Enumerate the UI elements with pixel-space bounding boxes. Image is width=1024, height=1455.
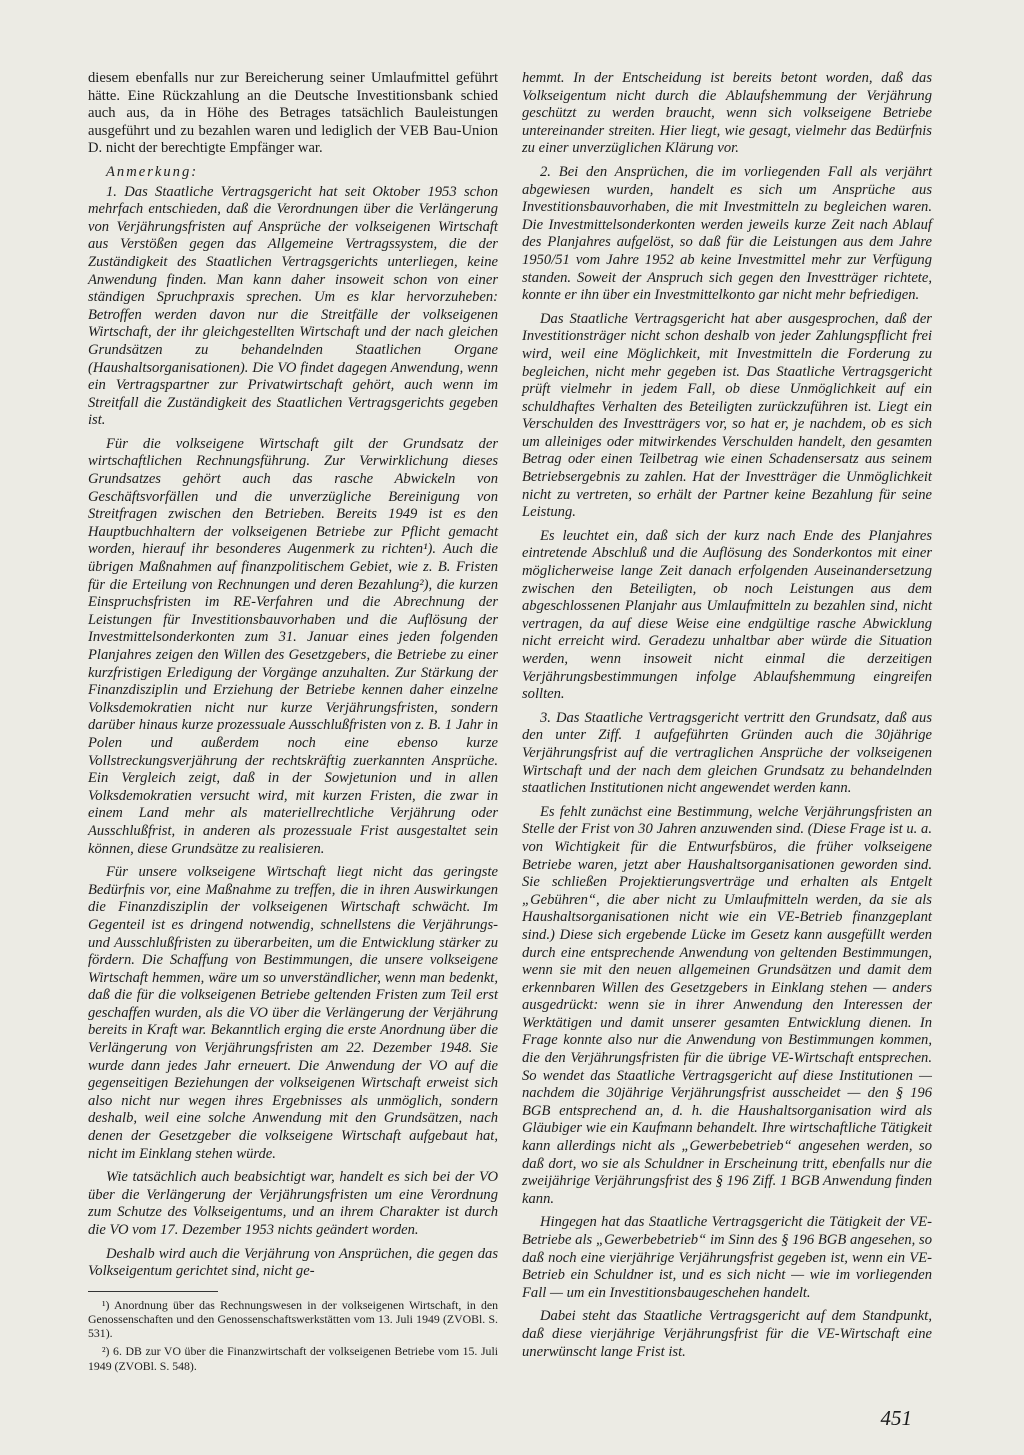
left-column [88,70,498,1377]
footnote: ²) 6. DB zur VO über die Finanzwirtschaft der volkseigenen Betriebe vom 15. Juli 1949 (ZVOBl. S. 548). [88,1344,498,1373]
paragraph: Wie tatsächlich auch beabsichtigt war, handelt es sich bei der VO über die Verlängerung der Verjährungsfristen um eine Verordnung zum Schutze des Volkseigentums, und an ihrem Charakter ist durch die VO vom 17. Dezember 1953 nichts geändert worden. [88,1169,498,1238]
paragraph: Dabei steht das Staatliche Vertragsgericht auf dem Standpunkt, daß diese vierjährige Verjährungsfrist für die VE-Wirtschaft eine unerwünscht lange Frist ist. [522,1308,932,1360]
footnote: ¹) Anordnung über das Rechnungswesen in der volkseigenen Wirtschaft, in den Genossenschaften und den Genossenschaftswerkstätten vom 13. Juli 1949 (ZVOBl. S. 531). [88,1297,498,1341]
paragraph: Es leuchtet ein, daß sich der kurz nach Ende des Planjahres eintretende Abschluß und die Auflösung des Sonderkontos mit einer möglicherweise lange Zeit danach erfolgenden Auseinandersetzung zwischen den Beteiligten, ob noch Leistungen aus dem abgeschlossenen Planjahr aus Umlaufmitteln zu bezahlen sind, nicht vertragen, da auf diese Weise eine endgültige rasche Abwicklung nicht erreicht wird. Geradezu unhaltbar aber würde die Situation werden, wenn insoweit nicht einmal die derzeitigen Verjährungsbestimmungen infolge Ablaufshemmung eingreifen sollten. [522,527,932,703]
paragraph: 3. Das Staatliche Vertragsgericht vertritt den Grundsatz, daß aus den unter Ziff. 1 aufgeführten Gründen auch die 30jährige Verjährungsfrist auf die vertraglichen Ansprüche der volkseigenen Wirtschaft und der nach dem gleichen Grundsatz zu behandelnden staatlichen Institutionen nicht angewendet werden kann. [522,709,932,797]
page-number: 451 [880,1406,912,1430]
paragraph: Für die volkseigene Wirtschaft gilt der Grundsatz der wirtschaftlichen Rechnungsführung. Zur Verwirklichung dieses Grundsatzes gehört auch das rasche Abwickeln von Geschäftsvorfällen und die unverzügliche Bereinigung von Streitfragen zwischen den Betrieben. Bereits 1949 ist es den Hauptbuchhaltern der volkseigenen Betriebe zur Pflicht gemacht worden, hierauf ihr besonderes Augenmerk zu richten¹). Auch die übrigen Maßnahmen auf finanzpolitischem Gebiet, wie z. B. Fristen für die Erteilung von Rechnungen und deren Bezahlung²), die kurzen Einspruchsfristen im RE-Verfahren und die Abrechnung der Leistungen für Investitionsbauvorhaben und die Auflösung der Investmittelsonderkonten zum 31. Januar eines jeden folgenden Planjahres zeigen den Willen des Gesetzgebers, die Betriebe zu einer kurzfristigen Erledigung der Vorgänge anzuhalten. Zur Stärkung der Finanzdisziplin und Erziehung der Betriebe kennen daher einzelne Volksdemokratien nicht nur kurze Verjährungsfristen, sondern darüber hinaus kurze prozessuale Ausschlußfristen von z. B. 1 Jahr in Polen und außerdem noch eine ebenso kurze Vollstreckungsverjährung der rechtskräftig zuerkannten Ansprüche. Ein Vergleich zeigt, daß in der Sowjetunion und in allen Volksdemokratien versucht wird, mit kurzen Fristen, die zwar in einem Land mehr als materiellrechtliche Verjährung oder Ausschlußfrist, in anderen als prozessuale Frist ausgestaltet sein können, diese Grundsätze zu realisieren. [88,435,498,857]
paragraph: diesem ebenfalls nur zur Bereicherung seiner Umlaufmittel geführt hätte. Eine Rückzahlung an die Deutsche Investitionsbank schied auch aus, da in Höhe des Betrages tatsächlich Bauleistungen ausgeführt und zu bezahlen waren und lediglich der VEB Bau-Union D. nicht der berechtigte Empfänger war. [88,70,498,157]
footnote-divider [88,1291,218,1292]
paragraph: Deshalb wird auch die Verjährung von Ansprüchen, die gegen das Volkseigentum gerichtet sind, nicht ge- [88,1245,498,1280]
paragraph: 1. Das Staatliche Vertragsgericht hat seit Oktober 1953 schon mehrfach entschieden, daß die Verordnungen über die Verlängerung von Verjährungsfristen auf Ansprüche der volkseigenen Wirtschaft aus Verstößen gegen das Allgemeine Vertragssystem, die der Zuständigkeit des Staatlichen Vertragsgerichts unterliegen, keine Anwendung finden. Man kann daher insoweit schon von einer ständigen Spruchpraxis sprechen. Um es klar hervorzuheben: Betroffen werden davon nur die Streitfälle der volkseigenen Wirtschaft, der ihr gleichgestellten Wirtschaft und der nach gleichen Grundsätzen zu behandelnden Staatlichen Organe (Haushaltsorganisationen). Die VO findet dagegen Anwendung, wenn ein Vertragspartner zur Privatwirtschaft gehört, auch wenn im Streitfall die Zuständigkeit des Staatlichen Vertragsgerichts gegeben ist. [88,183,498,429]
paragraph: Hingegen hat das Staatliche Vertragsgericht die Tätigkeit der VE-Betriebe als „Gewerbebetrieb“ im Sinn des § 196 BGB angesehen, so daß noch eine vierjährige Verjährungsfrist gegeben ist, wenn ein VE-Betrieb ein Schuldner ist, und es sich nicht — wie im vorliegenden Fall — um ein Investitionsbaugeschehen handelt. [522,1214,932,1301]
paragraph: hemmt. In der Entscheidung ist bereits betont worden, daß das Volkseigentum nicht durch die Ablaufshemmung der Verjährung geschützt zu werden braucht, wenn sich volkseigene Betriebe untereinander streiten. Hier liegt, wie gesagt, vielmehr das Bedürfnis zu einer unverzüglichen Klärung vor. [522,70,932,157]
right-column [522,70,932,1367]
paragraph: Es fehlt zunächst eine Bestimmung, welche Verjährungsfristen an Stelle der Frist von 30 Jahren anzuwenden sind. (Diese Frage ist u. a. von Wichtigkeit für die Entwurfsbüros, die früher volkseigene Betriebe waren, jetzt aber Haushaltsorganisationen geworden sind. Sie schließen Projektierungsverträge und erhalten als Entgelt „Gebühren“, die aber nicht zu Umlaufmitteln werden, da sie als Haushaltsorganisationen nicht wie ein VE-Betrieb finanzgeplant sind.) Diese sich ergebende Lücke im Gesetz kann ausgefüllt werden durch eine entsprechende Anwendung von geltenden Bestimmungen, wenn sie mit den neuen allgemeinen Grundsätzen und damit dem erkennbaren Willen des Gesetzgebers in Einklang stehen — anders ausgedrückt: wenn sie in ihrer Anwendung den Interessen der Werktätigen und damit unserer gesamten Entwicklung dienen. In Frage konnte also nur die Anwendung von Bestimmungen kommen, die den Verjährungsfristen für die übrige VE-Wirtschaft entsprechen. So wendet das Staatliche Vertragsgericht auf diese Institutionen — nachdem die 30jährige Verjährungsfrist ausscheidet — den § 196 BGB entsprechend an, d. h. die Haushaltsorganisation wird als Gläubiger wie ein Kaufmann behandelt. Ihre wirtschaftliche Tätigkeit kann allerdings nicht als „Gewerbebetrieb“ angesehen werden, so daß dort, wo sie als Schuldner in Erscheinung tritt, ebenfalls nur die zweijährige Verjährungsfrist des § 196 Ziff. 1 BGB Anwendung finden kann. [522,803,932,1207]
paragraph: Für unsere volkseigene Wirtschaft liegt nicht das geringste Bedürfnis vor, eine Maßnahme zu treffen, die in ihren Auswirkungen die Finanzdisziplin der volkseigenen Wirtschaft schwächt. Im Gegenteil ist es dringend notwendig, schnellstens die Verjährungs- und Ausschlußfristen zu überarbeiten, um die Entwicklung stärker zu fördern. Die Schaffung von Bestimmungen, die unsere volkseigene Wirtschaft hemmen, wäre um so unverständlicher, wenn man bedenkt, daß die für die volkseigenen Betriebe geltenden Fristen zum Teil erst geschaffen wurden, als die VO über die Verlängerung der Verjährung bereits in Kraft war. Bekanntlich erging die erste Anordnung über die Verlängerung von Verjährungsfristen am 22. Dezember 1948. Sie wurde dann jedes Jahr erneuert. Die Anwendung der VO auf die gegenseitigen Beziehungen der volkseigenen Wirtschaft erweist sich also nicht nur wegen ihres Ergebnisses als unmöglich, sondern deshalb, weil eine solche Anwendung mit den Grundsätzen, nach denen der Gesetzgeber die volkseigene Wirtschaft aufgebaut hat, nicht im Einklang stehen würde. [88,864,498,1162]
paragraph: 2. Bei den Ansprüchen, die im vorliegenden Fall als verjährt abgewiesen wurden, handelt es sich um Ansprüche aus Investitionsbauvorhaben, die mit Investmitteln zu begleichen waren. Die Investmittelsonderkonten werden jeweils kurze Zeit nach Ablauf des Planjahres aufgelöst, so daß für die Leistungen aus dem Jahre 1950/51 vom Jahre 1952 ab keine Investmittel mehr zur Verfügung standen. Soweit der Anspruch sich gegen den Investträger richtete, konnte er ihn über ein Investmittelkonto gar nicht mehr befriedigen. [522,163,932,304]
paragraph: Das Staatliche Vertragsgericht hat aber ausgesprochen, daß der Investitionsträger nicht schon deshalb von jeder Zahlungspflicht frei wird, weil eine Möglichkeit, mit Investmitteln die Forderung zu begleichen, nicht mehr gegeben ist. Das Staatliche Vertragsgericht prüft vielmehr in jedem Fall, ob diese Unmöglichkeit auf ein schuldhaftes Verhalten des Beteiligten zurückzuführen ist. Liegt ein Verschulden des Investträgers vor, so hat er, je nachdem, ob es sich um alleiniges oder mitwirkendes Verschulden handelt, den gesamten Betrag oder einen Teilbetrag wie einen Schadensersatz aus seinem Betriebsergebnis zu zahlen. Hat der Investträger die Unmöglichkeit nicht zu vertreten, so erhält der Partner keine Bezahlung für seine Leistung. [522,310,932,521]
section-heading: Anmerkung: [106,163,199,180]
